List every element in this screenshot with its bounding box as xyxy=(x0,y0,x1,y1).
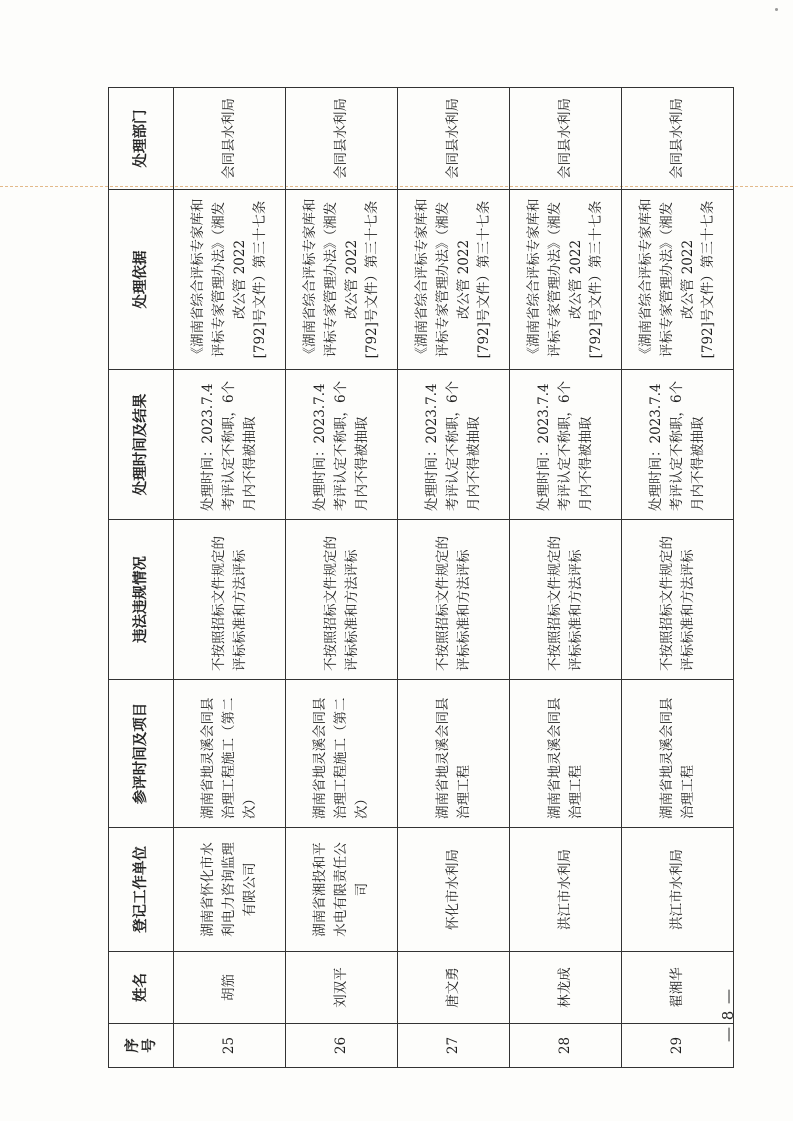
cell-seq: 25 xyxy=(174,1024,286,1068)
cell-seq: 27 xyxy=(398,1024,510,1068)
basis-line-1: 《湖南省综合评标专家库和评标专家管理办法》（湘发改公管 2022 xyxy=(189,198,248,361)
cell-dept: 会同县水利局 xyxy=(510,88,622,190)
cell-name: 胡笳 xyxy=(174,952,286,1024)
cell-unit: 湖南省湘投和平水电有限责任公司 xyxy=(286,828,398,952)
header-dept: 处理部门 xyxy=(109,88,174,190)
cell-violation: 不按照招标文件规定的评标标准和方法评标 xyxy=(174,520,286,680)
header-name: 姓名 xyxy=(109,952,174,1024)
cell-basis xyxy=(510,190,622,370)
cell-violation: 不按照招标文件规定的评标标准和方法评标 xyxy=(510,520,622,680)
cell-result: 处理时间：2023.7.4考评认定不称职，6个月内不得被抽取 xyxy=(286,370,398,520)
basis-line-1: 《湖南省综合评标专家库和评标专家管理办法》（湘发改公管 2022 xyxy=(525,198,584,361)
basis-line-2: [792]号文件）第三十七条 xyxy=(476,200,493,359)
cell-seq: 26 xyxy=(286,1024,398,1068)
cell-seq: 29 xyxy=(622,1024,734,1068)
cell-result: 处理时间：2023.7.4考评认定不称职，6个月内不得被抽取 xyxy=(398,370,510,520)
cell-project: 湖南省地灵溪会同县治理工程施工（第二次） xyxy=(174,680,286,828)
header-basis: 处理依据 xyxy=(109,190,174,370)
cell-violation: 不按照招标文件规定的评标标准和方法评标 xyxy=(622,520,734,680)
header-result: 处理时间及结果 xyxy=(109,370,174,520)
cell-project: 湖南省地灵溪会同县治理工程 xyxy=(622,680,734,828)
basis-line-2: [792]号文件）第三十七条 xyxy=(364,200,381,359)
table-row xyxy=(622,88,734,1068)
cell-result: 处理时间：2023.7.4考评认定不称职，6个月内不得被抽取 xyxy=(622,370,734,520)
basis-line-1: 《湖南省综合评标专家库和评标专家管理办法》（湘发改公管 2022 xyxy=(637,198,696,361)
page-number xyxy=(716,960,740,1070)
cell-basis xyxy=(622,190,734,370)
cell-basis xyxy=(174,190,286,370)
cell-project: 湖南省地灵溪会同县治理工程施工（第二次） xyxy=(286,680,398,828)
basis-line-1: 《湖南省综合评标专家库和评标专家管理办法》（湘发改公管 2022 xyxy=(301,198,360,361)
header-violation: 违法违规情况 xyxy=(109,520,174,680)
header-unit: 登记工作单位 xyxy=(109,828,174,952)
cell-result: 处理时间：2023.7.4考评认定不称职，6个月内不得被抽取 xyxy=(510,370,622,520)
header-project: 参评时间及项目 xyxy=(109,680,174,828)
cell-name: 翟湘华 xyxy=(622,952,734,1024)
table-header-row xyxy=(109,88,174,1068)
cell-seq: 28 xyxy=(510,1024,622,1068)
cell-dept: 会同县水利局 xyxy=(286,88,398,190)
cell-violation: 不按照招标文件规定的评标标准和方法评标 xyxy=(286,520,398,680)
cell-unit: 湖南省怀化市水利电力咨询监理有限公司 xyxy=(174,828,286,952)
cell-basis xyxy=(286,190,398,370)
cell-dept: 会同县水利局 xyxy=(622,88,734,190)
basis-line-2: [792]号文件）第三十七条 xyxy=(252,200,269,359)
scan-speck xyxy=(775,8,778,11)
penalty-table-rotated xyxy=(108,88,717,1068)
cell-dept: 会同县水利局 xyxy=(398,88,510,190)
table-row xyxy=(174,88,286,1068)
cell-basis xyxy=(398,190,510,370)
cell-result: 处理时间：2023.7.4考评认定不称职，6个月内不得被抽取 xyxy=(174,370,286,520)
cell-project: 湖南省地灵溪会同县治理工程 xyxy=(398,680,510,828)
cell-project: 湖南省地灵溪会同县治理工程 xyxy=(510,680,622,828)
cell-unit: 洪江市水利局 xyxy=(622,828,734,952)
basis-line-2: [792]号文件）第三十七条 xyxy=(700,200,717,359)
basis-line-2: [792]号文件）第三十七条 xyxy=(588,200,605,359)
header-seq: 序号 xyxy=(109,1024,174,1068)
cell-violation: 不按照招标文件规定的评标标准和方法评标 xyxy=(398,520,510,680)
page-number-text: — 8 — xyxy=(719,987,737,1043)
cell-name: 刘双平 xyxy=(286,952,398,1024)
cell-name: 林龙成 xyxy=(510,952,622,1024)
basis-line-1: 《湖南省综合评标专家库和评标专家管理办法》（湘发改公管 2022 xyxy=(413,198,472,361)
penalty-table xyxy=(108,87,734,1068)
cell-dept: 会同县水利局 xyxy=(174,88,286,190)
cell-name: 唐文勇 xyxy=(398,952,510,1024)
cell-unit: 洪江市水利局 xyxy=(510,828,622,952)
table-row xyxy=(286,88,398,1068)
cell-unit: 怀化市水利局 xyxy=(398,828,510,952)
table-row xyxy=(510,88,622,1068)
table-row xyxy=(398,88,510,1068)
